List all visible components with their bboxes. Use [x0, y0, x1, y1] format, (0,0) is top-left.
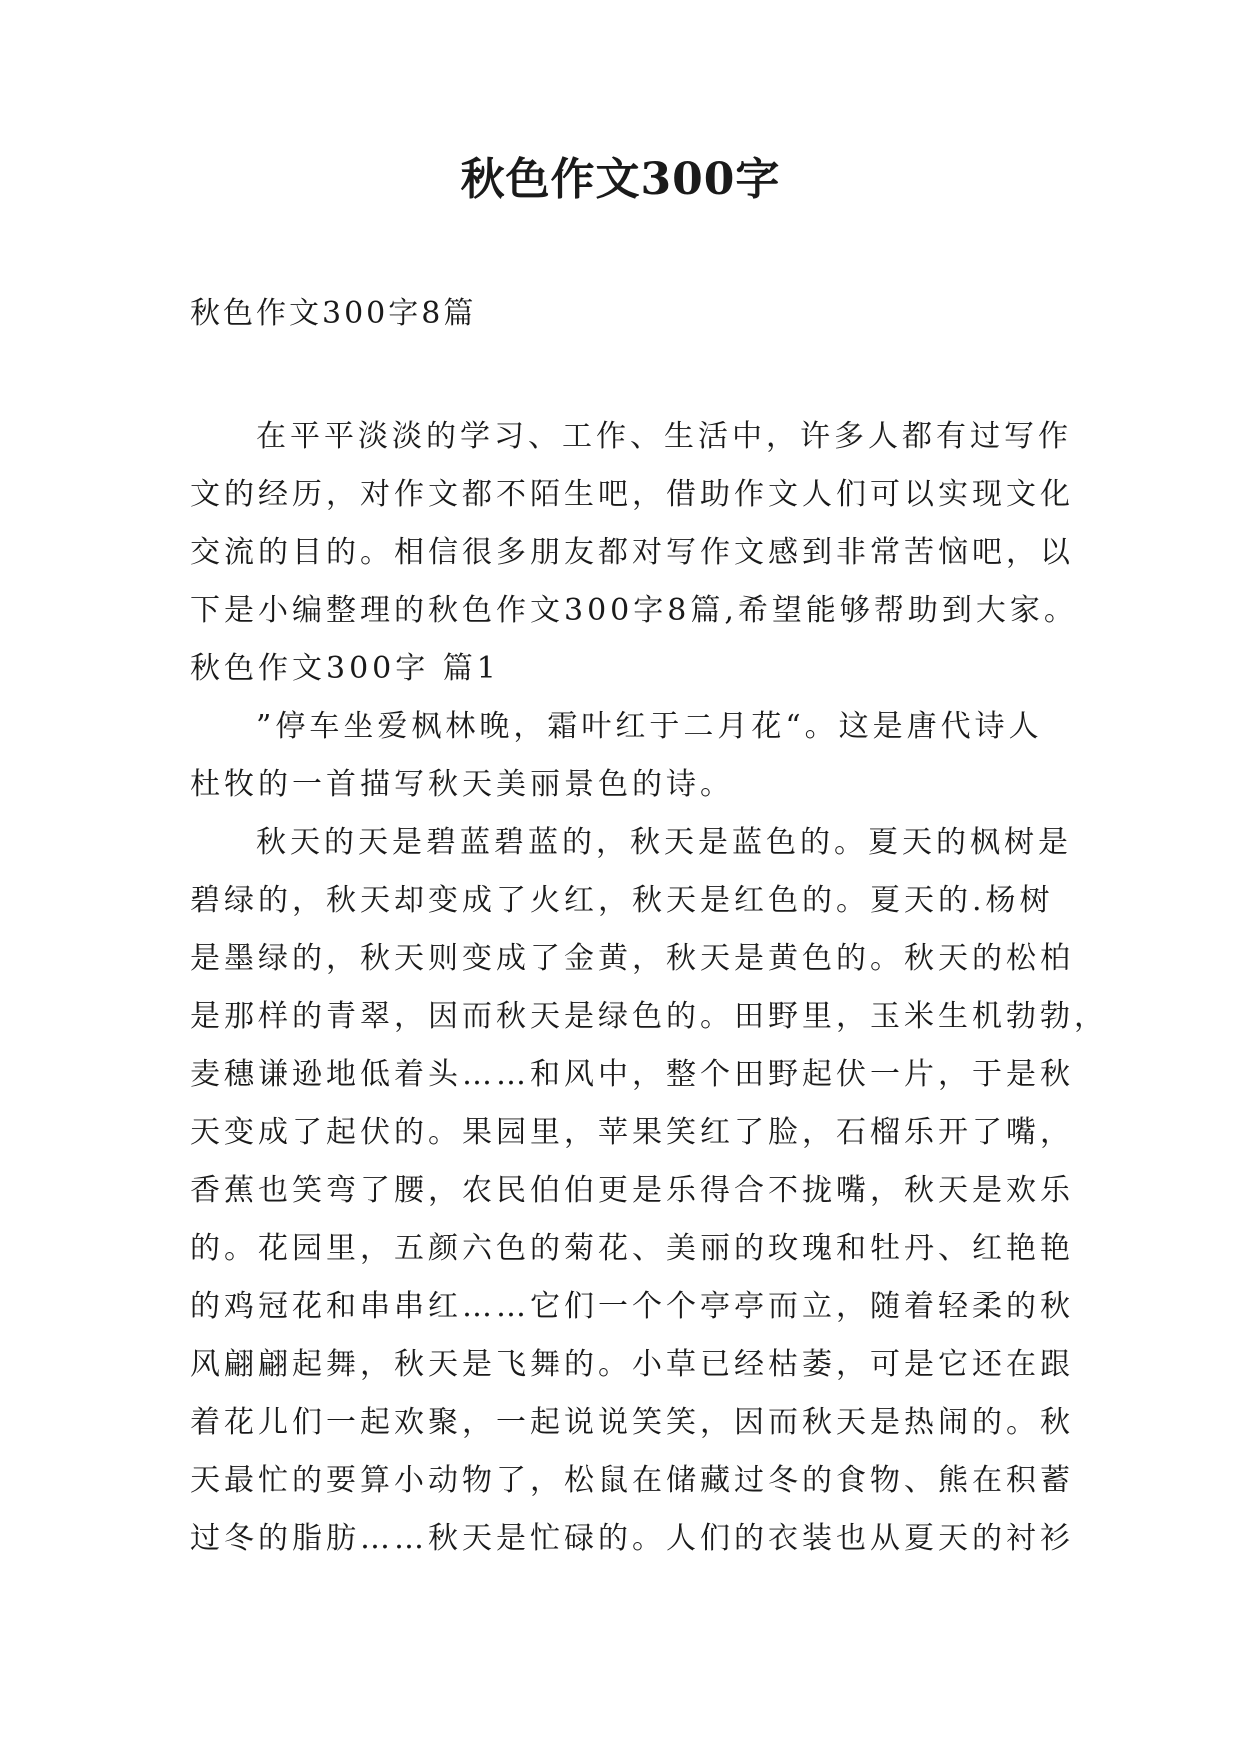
text-line: 秋色作文300字 篇1 — [190, 651, 500, 686]
text-line: 天最忙的要算小动物了，松鼠在储藏过冬的食物、熊在积蓄 — [190, 1463, 1074, 1498]
text-line: ”停车坐爱枫林晚，霜叶红于二月花“。这是唐代诗人 — [256, 709, 1043, 744]
text-line: 的鸡冠花和串串红……它们一个个亭亭而立，随着轻柔的秋 — [190, 1289, 1074, 1324]
text-line: 秋天的天是碧蓝碧蓝的，秋天是蓝色的。夏天的枫树是 — [256, 825, 1072, 860]
text-line: 风翩翩起舞，秋天是飞舞的。小草已经枯萎，可是它还在跟 — [190, 1347, 1074, 1382]
text-line: 杜牧的一首描写秋天美丽景色的诗。 — [190, 767, 734, 802]
text-line: 的。花园里，五颜六色的菊花、美丽的玫瑰和牡丹、红艳艳 — [190, 1231, 1074, 1266]
text-line: 碧绿的，秋天却变成了火红，秋天是红色的。夏天的.杨树 — [190, 883, 1054, 918]
document-subtitle: 秋色作文300字8篇 — [190, 296, 477, 331]
text-line: 着花儿们一起欢聚，一起说说笑笑，因而秋天是热闹的。秋 — [190, 1405, 1074, 1440]
text-line: 麦穗谦逊地低着头……和风中，整个田野起伏一片，于是秋 — [190, 1057, 1074, 1092]
text-line: 交流的目的。相信很多朋友都对写作文感到非常苦恼吧，以 — [190, 535, 1074, 570]
document-title: 秋色作文300字 — [460, 154, 781, 205]
text-line: 是墨绿的，秋天则变成了金黄，秋天是黄色的。秋天的松柏 — [190, 941, 1074, 976]
text-line: 下是小编整理的秋色作文300字8篇,希望能够帮助到大家。 — [190, 593, 1078, 628]
text-line: 是那样的青翠，因而秋天是绿色的。田野里，玉米生机勃勃， — [190, 999, 1108, 1034]
text-line: 天变成了起伏的。果园里，苹果笑红了脸，石榴乐开了嘴， — [190, 1115, 1074, 1150]
text-line: 文的经历，对作文都不陌生吧，借助作文人们可以实现文化 — [190, 477, 1074, 512]
text-line: 过冬的脂肪……秋天是忙碌的。人们的衣装也从夏天的衬衫 — [190, 1521, 1074, 1556]
document-body — [190, 408, 1108, 1568]
text-line: 香蕉也笑弯了腰，农民伯伯更是乐得合不拢嘴，秋天是欢乐 — [190, 1173, 1074, 1208]
text-line: 在平平淡淡的学习、工作、生活中，许多人都有过写作 — [256, 419, 1072, 454]
